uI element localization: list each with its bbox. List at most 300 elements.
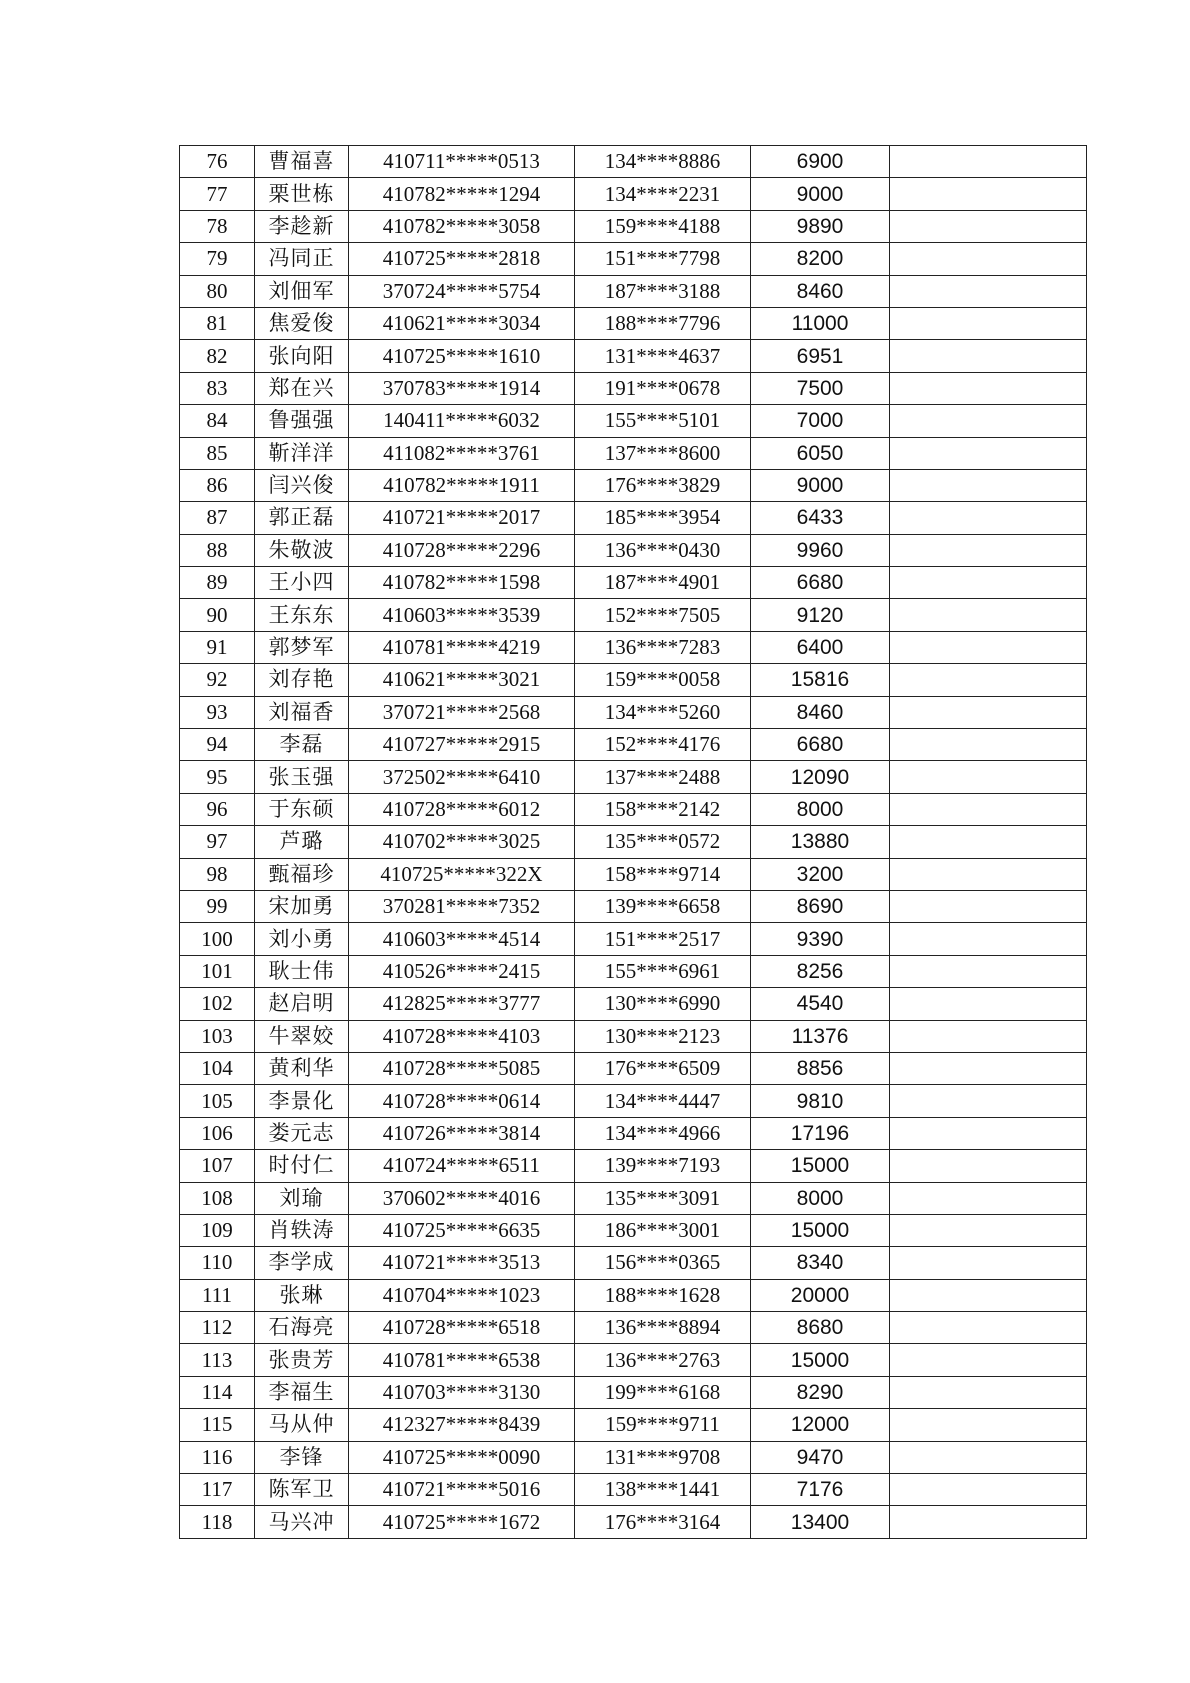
amount-cell: 4540: [751, 988, 890, 1020]
row-number-cell: 108: [180, 1182, 255, 1214]
amount-cell: 6680: [751, 729, 890, 761]
phone-number-cell: 186****3001: [575, 1214, 751, 1246]
table-row: [180, 1020, 1087, 1052]
note-cell: [890, 502, 1087, 534]
phone-number-cell: 188****1628: [575, 1279, 751, 1311]
id-number-cell: 410725*****322X: [349, 858, 575, 890]
table-row: [180, 469, 1087, 501]
phone-number-cell: 136****8894: [575, 1312, 751, 1344]
amount-cell: 8290: [751, 1376, 890, 1408]
note-cell: [890, 826, 1087, 858]
person-name-cell: 刘存艳: [255, 664, 349, 696]
phone-number-cell: 137****2488: [575, 761, 751, 793]
amount-cell: 6050: [751, 437, 890, 469]
id-number-cell: 370783*****1914: [349, 372, 575, 404]
id-number-cell: 410721*****3513: [349, 1247, 575, 1279]
phone-number-cell: 151****2517: [575, 923, 751, 955]
phone-number-cell: 131****9708: [575, 1441, 751, 1473]
table-row: [180, 599, 1087, 631]
note-cell: [890, 1506, 1087, 1538]
note-cell: [890, 567, 1087, 599]
table-row: [180, 988, 1087, 1020]
note-cell: [890, 1409, 1087, 1441]
phone-number-cell: 134****2231: [575, 178, 751, 210]
note-cell: [890, 340, 1087, 372]
table-row: [180, 1117, 1087, 1149]
phone-number-cell: 135****3091: [575, 1182, 751, 1214]
amount-cell: 3200: [751, 858, 890, 890]
row-number-cell: 117: [180, 1474, 255, 1506]
note-cell: [890, 146, 1087, 178]
phone-number-cell: 131****4637: [575, 340, 751, 372]
row-number-cell: 82: [180, 340, 255, 372]
table-row: [180, 1052, 1087, 1084]
amount-cell: 8856: [751, 1052, 890, 1084]
note-cell: [890, 1344, 1087, 1376]
table-row: [180, 405, 1087, 437]
id-number-cell: 410725*****2818: [349, 243, 575, 275]
phone-number-cell: 137****8600: [575, 437, 751, 469]
id-number-cell: 412327*****8439: [349, 1409, 575, 1441]
note-cell: [890, 631, 1087, 663]
table-row: [180, 1085, 1087, 1117]
amount-cell: 20000: [751, 1279, 890, 1311]
person-name-cell: 靳洋洋: [255, 437, 349, 469]
row-number-cell: 97: [180, 826, 255, 858]
amount-cell: 12000: [751, 1409, 890, 1441]
phone-number-cell: 185****3954: [575, 502, 751, 534]
id-number-cell: 410725*****0090: [349, 1441, 575, 1473]
phone-number-cell: 188****7796: [575, 307, 751, 339]
person-name-cell: 娄元志: [255, 1117, 349, 1149]
table-row: [180, 1506, 1087, 1538]
row-number-cell: 114: [180, 1376, 255, 1408]
row-number-cell: 106: [180, 1117, 255, 1149]
id-number-cell: 140411*****6032: [349, 405, 575, 437]
person-name-cell: 冯同正: [255, 243, 349, 275]
person-name-cell: 曹福喜: [255, 146, 349, 178]
phone-number-cell: 152****7505: [575, 599, 751, 631]
table-row: [180, 761, 1087, 793]
note-cell: [890, 890, 1087, 922]
id-number-cell: 410621*****3034: [349, 307, 575, 339]
row-number-cell: 105: [180, 1085, 255, 1117]
phone-number-cell: 134****4966: [575, 1117, 751, 1149]
phone-number-cell: 134****8886: [575, 146, 751, 178]
row-number-cell: 113: [180, 1344, 255, 1376]
row-number-cell: 76: [180, 146, 255, 178]
phone-number-cell: 152****4176: [575, 729, 751, 761]
table-row: [180, 1409, 1087, 1441]
amount-cell: 15000: [751, 1214, 890, 1246]
row-number-cell: 83: [180, 372, 255, 404]
phone-number-cell: 130****6990: [575, 988, 751, 1020]
person-name-cell: 闫兴俊: [255, 469, 349, 501]
amount-cell: 6680: [751, 567, 890, 599]
id-number-cell: 410728*****5085: [349, 1052, 575, 1084]
amount-cell: 9890: [751, 210, 890, 242]
row-number-cell: 101: [180, 955, 255, 987]
table-row: [180, 307, 1087, 339]
amount-cell: 12090: [751, 761, 890, 793]
id-number-cell: 410728*****6518: [349, 1312, 575, 1344]
table-row: [180, 696, 1087, 728]
note-cell: [890, 1214, 1087, 1246]
phone-number-cell: 134****5260: [575, 696, 751, 728]
person-name-cell: 李磊: [255, 729, 349, 761]
phone-number-cell: 155****6961: [575, 955, 751, 987]
note-cell: [890, 1441, 1087, 1473]
phone-number-cell: 191****0678: [575, 372, 751, 404]
person-name-cell: 耿士伟: [255, 955, 349, 987]
note-cell: [890, 923, 1087, 955]
note-cell: [890, 729, 1087, 761]
id-number-cell: 410782*****1598: [349, 567, 575, 599]
amount-cell: 9390: [751, 923, 890, 955]
table-row: [180, 890, 1087, 922]
person-name-cell: 刘佃军: [255, 275, 349, 307]
row-number-cell: 86: [180, 469, 255, 501]
amount-cell: 8000: [751, 1182, 890, 1214]
row-number-cell: 109: [180, 1214, 255, 1246]
id-number-cell: 410603*****3539: [349, 599, 575, 631]
id-number-cell: 410711*****0513: [349, 146, 575, 178]
note-cell: [890, 1150, 1087, 1182]
person-name-cell: 鲁强强: [255, 405, 349, 437]
id-number-cell: 410726*****3814: [349, 1117, 575, 1149]
row-number-cell: 89: [180, 567, 255, 599]
phone-number-cell: 136****7283: [575, 631, 751, 663]
person-name-cell: 张玉强: [255, 761, 349, 793]
note-cell: [890, 210, 1087, 242]
person-name-cell: 朱敬波: [255, 534, 349, 566]
note-cell: [890, 1376, 1087, 1408]
person-name-cell: 李福生: [255, 1376, 349, 1408]
table-row: [180, 664, 1087, 696]
row-number-cell: 104: [180, 1052, 255, 1084]
amount-cell: 7000: [751, 405, 890, 437]
table-row: [180, 631, 1087, 663]
note-cell: [890, 405, 1087, 437]
person-name-cell: 李趁新: [255, 210, 349, 242]
row-number-cell: 79: [180, 243, 255, 275]
id-number-cell: 410721*****5016: [349, 1474, 575, 1506]
note-cell: [890, 437, 1087, 469]
note-cell: [890, 1474, 1087, 1506]
row-number-cell: 88: [180, 534, 255, 566]
table-row: [180, 1247, 1087, 1279]
note-cell: [890, 243, 1087, 275]
table-row: [180, 793, 1087, 825]
table-row: [180, 1376, 1087, 1408]
amount-cell: 7500: [751, 372, 890, 404]
person-name-cell: 牛翠姣: [255, 1020, 349, 1052]
person-name-cell: 陈军卫: [255, 1474, 349, 1506]
table-row: [180, 1312, 1087, 1344]
table-row: [180, 178, 1087, 210]
id-number-cell: 410728*****4103: [349, 1020, 575, 1052]
row-number-cell: 90: [180, 599, 255, 631]
person-name-cell: 肖轶涛: [255, 1214, 349, 1246]
note-cell: [890, 534, 1087, 566]
note-cell: [890, 858, 1087, 890]
id-number-cell: 410781*****4219: [349, 631, 575, 663]
phone-number-cell: 155****5101: [575, 405, 751, 437]
person-name-cell: 李景化: [255, 1085, 349, 1117]
amount-cell: 8256: [751, 955, 890, 987]
note-cell: [890, 955, 1087, 987]
phone-number-cell: 187****3188: [575, 275, 751, 307]
amount-cell: 7176: [751, 1474, 890, 1506]
amount-cell: 11376: [751, 1020, 890, 1052]
table-row: [180, 534, 1087, 566]
row-number-cell: 95: [180, 761, 255, 793]
id-number-cell: 370281*****7352: [349, 890, 575, 922]
amount-cell: 8680: [751, 1312, 890, 1344]
person-name-cell: 黄利华: [255, 1052, 349, 1084]
phone-number-cell: 176****6509: [575, 1052, 751, 1084]
person-name-cell: 李学成: [255, 1247, 349, 1279]
id-number-cell: 410725*****1672: [349, 1506, 575, 1538]
amount-cell: 6400: [751, 631, 890, 663]
table-row: [180, 1214, 1087, 1246]
row-number-cell: 85: [180, 437, 255, 469]
person-name-cell: 焦爱俊: [255, 307, 349, 339]
id-number-cell: 410728*****0614: [349, 1085, 575, 1117]
person-name-cell: 李锋: [255, 1441, 349, 1473]
phone-number-cell: 138****1441: [575, 1474, 751, 1506]
person-name-cell: 石海亮: [255, 1312, 349, 1344]
row-number-cell: 92: [180, 664, 255, 696]
person-name-cell: 宋加勇: [255, 890, 349, 922]
phone-number-cell: 199****6168: [575, 1376, 751, 1408]
person-name-cell: 于东硕: [255, 793, 349, 825]
person-name-cell: 郭正磊: [255, 502, 349, 534]
amount-cell: 8460: [751, 696, 890, 728]
amount-cell: 15000: [751, 1344, 890, 1376]
person-name-cell: 张向阳: [255, 340, 349, 372]
note-cell: [890, 599, 1087, 631]
table-row: [180, 146, 1087, 178]
person-name-cell: 刘瑜: [255, 1182, 349, 1214]
id-number-cell: 410781*****6538: [349, 1344, 575, 1376]
row-number-cell: 111: [180, 1279, 255, 1311]
note-cell: [890, 372, 1087, 404]
row-number-cell: 96: [180, 793, 255, 825]
id-number-cell: 370724*****5754: [349, 275, 575, 307]
amount-cell: 9120: [751, 599, 890, 631]
phone-number-cell: 176****3829: [575, 469, 751, 501]
roster-table-body: [180, 146, 1087, 1539]
person-name-cell: 赵启明: [255, 988, 349, 1020]
phone-number-cell: 135****0572: [575, 826, 751, 858]
phone-number-cell: 134****4447: [575, 1085, 751, 1117]
amount-cell: 17196: [751, 1117, 890, 1149]
id-number-cell: 410725*****1610: [349, 340, 575, 372]
table-row: [180, 1441, 1087, 1473]
id-number-cell: 410702*****3025: [349, 826, 575, 858]
person-name-cell: 芦璐: [255, 826, 349, 858]
id-number-cell: 410727*****2915: [349, 729, 575, 761]
table-row: [180, 437, 1087, 469]
table-row: [180, 729, 1087, 761]
amount-cell: 13880: [751, 826, 890, 858]
id-number-cell: 410704*****1023: [349, 1279, 575, 1311]
id-number-cell: 410728*****2296: [349, 534, 575, 566]
phone-number-cell: 156****0365: [575, 1247, 751, 1279]
id-number-cell: 410725*****6635: [349, 1214, 575, 1246]
row-number-cell: 87: [180, 502, 255, 534]
person-name-cell: 刘福香: [255, 696, 349, 728]
phone-number-cell: 176****3164: [575, 1506, 751, 1538]
note-cell: [890, 1052, 1087, 1084]
table-row: [180, 567, 1087, 599]
row-number-cell: 102: [180, 988, 255, 1020]
amount-cell: 8000: [751, 793, 890, 825]
note-cell: [890, 696, 1087, 728]
note-cell: [890, 1247, 1087, 1279]
person-name-cell: 马兴冲: [255, 1506, 349, 1538]
table-row: [180, 1150, 1087, 1182]
phone-number-cell: 158****9714: [575, 858, 751, 890]
id-number-cell: 410703*****3130: [349, 1376, 575, 1408]
person-name-cell: 栗世栋: [255, 178, 349, 210]
phone-number-cell: 139****6658: [575, 890, 751, 922]
phone-number-cell: 136****0430: [575, 534, 751, 566]
amount-cell: 13400: [751, 1506, 890, 1538]
person-name-cell: 王小四: [255, 567, 349, 599]
row-number-cell: 118: [180, 1506, 255, 1538]
id-number-cell: 370602*****4016: [349, 1182, 575, 1214]
table-row: [180, 1279, 1087, 1311]
row-number-cell: 99: [180, 890, 255, 922]
amount-cell: 9470: [751, 1441, 890, 1473]
person-name-cell: 张贵芳: [255, 1344, 349, 1376]
note-cell: [890, 275, 1087, 307]
table-row: [180, 923, 1087, 955]
id-number-cell: 370721*****2568: [349, 696, 575, 728]
table-row: [180, 243, 1087, 275]
row-number-cell: 110: [180, 1247, 255, 1279]
row-number-cell: 107: [180, 1150, 255, 1182]
phone-number-cell: 159****4188: [575, 210, 751, 242]
row-number-cell: 103: [180, 1020, 255, 1052]
amount-cell: 8340: [751, 1247, 890, 1279]
row-number-cell: 100: [180, 923, 255, 955]
person-name-cell: 郭梦军: [255, 631, 349, 663]
amount-cell: 9810: [751, 1085, 890, 1117]
id-number-cell: 410782*****1911: [349, 469, 575, 501]
id-number-cell: 410782*****3058: [349, 210, 575, 242]
row-number-cell: 78: [180, 210, 255, 242]
id-number-cell: 372502*****6410: [349, 761, 575, 793]
phone-number-cell: 130****2123: [575, 1020, 751, 1052]
row-number-cell: 84: [180, 405, 255, 437]
note-cell: [890, 1117, 1087, 1149]
person-name-cell: 王东东: [255, 599, 349, 631]
person-name-cell: 时付仁: [255, 1150, 349, 1182]
id-number-cell: 410782*****1294: [349, 178, 575, 210]
phone-number-cell: 151****7798: [575, 243, 751, 275]
person-name-cell: 甄福珍: [255, 858, 349, 890]
phone-number-cell: 159****0058: [575, 664, 751, 696]
note-cell: [890, 1279, 1087, 1311]
note-cell: [890, 761, 1087, 793]
id-number-cell: 412825*****3777: [349, 988, 575, 1020]
phone-number-cell: 159****9711: [575, 1409, 751, 1441]
note-cell: [890, 664, 1087, 696]
amount-cell: 8690: [751, 890, 890, 922]
id-number-cell: 410728*****6012: [349, 793, 575, 825]
id-number-cell: 410621*****3021: [349, 664, 575, 696]
note-cell: [890, 988, 1087, 1020]
person-name-cell: 刘小勇: [255, 923, 349, 955]
table-row: [180, 340, 1087, 372]
phone-number-cell: 187****4901: [575, 567, 751, 599]
table-row: [180, 826, 1087, 858]
amount-cell: 8200: [751, 243, 890, 275]
note-cell: [890, 178, 1087, 210]
table-row: [180, 502, 1087, 534]
table-row: [180, 955, 1087, 987]
id-number-cell: 411082*****3761: [349, 437, 575, 469]
row-number-cell: 81: [180, 307, 255, 339]
amount-cell: 15816: [751, 664, 890, 696]
table-row: [180, 372, 1087, 404]
person-name-cell: 张琳: [255, 1279, 349, 1311]
note-cell: [890, 1085, 1087, 1117]
person-name-cell: 郑在兴: [255, 372, 349, 404]
row-number-cell: 115: [180, 1409, 255, 1441]
amount-cell: 8460: [751, 275, 890, 307]
phone-number-cell: 158****2142: [575, 793, 751, 825]
row-number-cell: 80: [180, 275, 255, 307]
row-number-cell: 94: [180, 729, 255, 761]
note-cell: [890, 469, 1087, 501]
note-cell: [890, 1312, 1087, 1344]
row-number-cell: 116: [180, 1441, 255, 1473]
row-number-cell: 112: [180, 1312, 255, 1344]
amount-cell: 6951: [751, 340, 890, 372]
id-number-cell: 410721*****2017: [349, 502, 575, 534]
id-number-cell: 410603*****4514: [349, 923, 575, 955]
roster-table: [179, 145, 1087, 1539]
amount-cell: 9000: [751, 178, 890, 210]
table-row: [180, 275, 1087, 307]
note-cell: [890, 307, 1087, 339]
amount-cell: 6433: [751, 502, 890, 534]
row-number-cell: 93: [180, 696, 255, 728]
table-row: [180, 1474, 1087, 1506]
amount-cell: 6900: [751, 146, 890, 178]
phone-number-cell: 139****7193: [575, 1150, 751, 1182]
row-number-cell: 91: [180, 631, 255, 663]
table-row: [180, 1182, 1087, 1214]
table-row: [180, 1344, 1087, 1376]
amount-cell: 9000: [751, 469, 890, 501]
amount-cell: 15000: [751, 1150, 890, 1182]
row-number-cell: 98: [180, 858, 255, 890]
id-number-cell: 410526*****2415: [349, 955, 575, 987]
row-number-cell: 77: [180, 178, 255, 210]
amount-cell: 11000: [751, 307, 890, 339]
person-name-cell: 马从仲: [255, 1409, 349, 1441]
note-cell: [890, 793, 1087, 825]
note-cell: [890, 1020, 1087, 1052]
id-number-cell: 410724*****6511: [349, 1150, 575, 1182]
phone-number-cell: 136****2763: [575, 1344, 751, 1376]
table-row: [180, 858, 1087, 890]
